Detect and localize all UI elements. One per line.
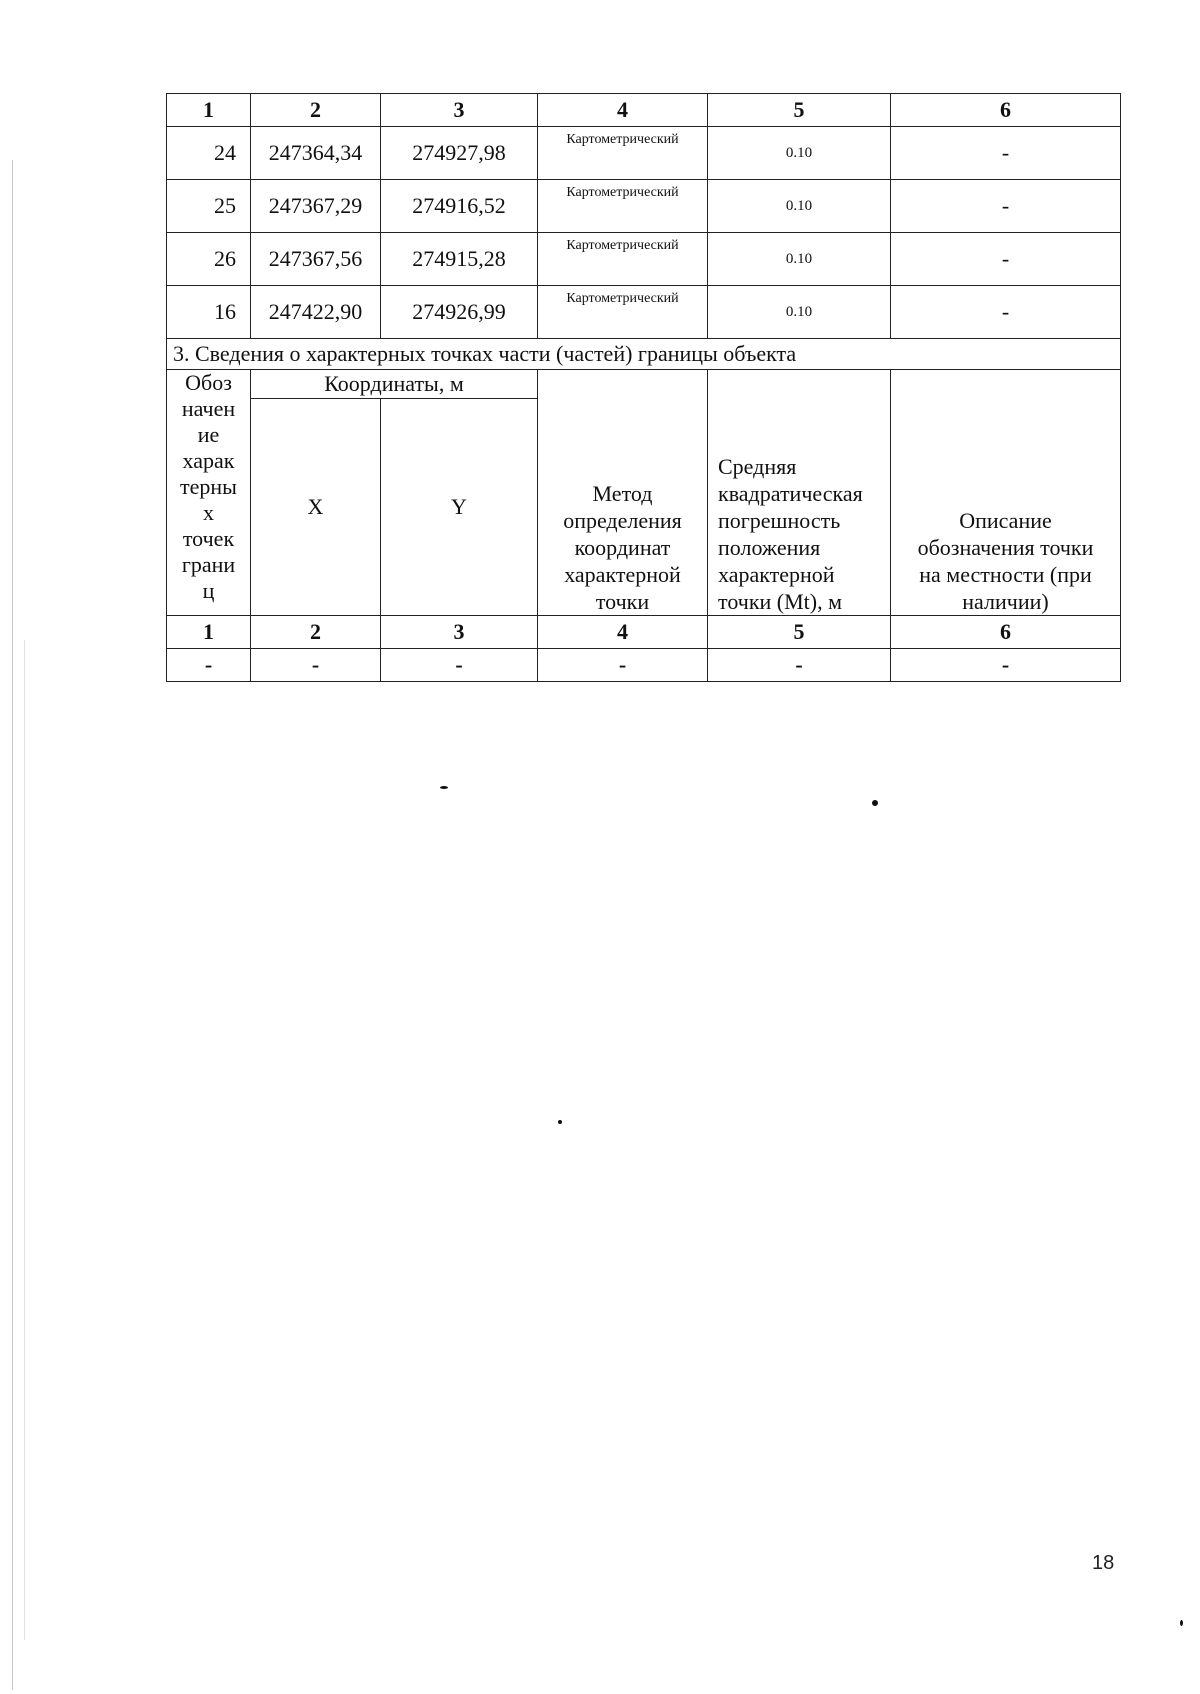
header-line: харак [182, 448, 235, 473]
col-number: 6 [891, 94, 1121, 127]
header-line: терны [180, 474, 237, 499]
col-number: 1 [167, 94, 251, 127]
description-value: - [891, 180, 1121, 233]
col-number: 4 [538, 616, 708, 649]
page-number: 18 [1092, 1552, 1115, 1574]
x-header: X [251, 399, 381, 616]
header-line: определения [563, 508, 682, 533]
header-line: точек [182, 526, 235, 551]
scan-speck [558, 1120, 562, 1124]
y-value: 274926,99 [381, 286, 538, 339]
point-id: 26 [167, 233, 251, 286]
empty-value: - [167, 649, 251, 682]
empty-value: - [708, 649, 891, 682]
error-value: 0.10 [708, 127, 891, 180]
col-number: 2 [251, 94, 381, 127]
header-line: Средняя [718, 454, 797, 479]
header-line: Обоз [185, 370, 232, 395]
col-number: 5 [708, 94, 891, 127]
header-line: характерной [564, 562, 681, 587]
section-title: 3. Сведения о характерных точках части (частей) границы объекта [167, 339, 1121, 370]
col-number: 3 [381, 94, 538, 127]
col-number: 6 [891, 616, 1121, 649]
x-value: 247364,34 [251, 127, 381, 180]
description-value: - [891, 286, 1121, 339]
col-number: 5 [708, 616, 891, 649]
scan-speck [872, 800, 878, 806]
y-value: 274915,28 [381, 233, 538, 286]
method-value: Картометрический [538, 286, 708, 339]
table-row [167, 286, 1121, 339]
scan-edge-line-faint [24, 640, 25, 1640]
header-line: точки [595, 589, 650, 614]
header-line: наличии) [962, 589, 1049, 614]
table-row [167, 127, 1121, 180]
table-row [167, 180, 1121, 233]
x-value: 247422,90 [251, 286, 381, 339]
y-value: 274916,52 [381, 180, 538, 233]
description-header [891, 370, 1121, 616]
scan-speck [440, 786, 448, 789]
column-number-row [167, 616, 1121, 649]
y-header: Y [381, 399, 538, 616]
x-value: 247367,29 [251, 180, 381, 233]
header-line: обозначения точки [917, 535, 1094, 560]
point-id: 16 [167, 286, 251, 339]
x-value: 247367,56 [251, 233, 381, 286]
error-value: 0.10 [708, 180, 891, 233]
coordinates-header: Координаты, м [251, 370, 538, 399]
error-value: 0.10 [708, 233, 891, 286]
header-line: х [203, 500, 214, 525]
header-line: координат [574, 535, 671, 560]
header-line: начен [181, 396, 236, 421]
header-line: Метод [592, 481, 653, 506]
method-value: Картометрический [538, 233, 708, 286]
error-header [708, 370, 891, 616]
point-id: 25 [167, 180, 251, 233]
description-value: - [891, 233, 1121, 286]
header-line: характерной [718, 562, 835, 587]
table-row [167, 649, 1121, 682]
header-line: на местности (при [919, 562, 1092, 587]
point-designation-header [167, 370, 251, 616]
header-line: положения [718, 535, 821, 560]
method-value: Картометрический [538, 127, 708, 180]
scan-speck [1180, 1620, 1183, 1626]
header-line: ц [202, 578, 215, 603]
col-number: 3 [381, 616, 538, 649]
coordinates-table [166, 93, 1121, 682]
header-line: ие [197, 422, 220, 447]
header-line: погрешность [718, 508, 841, 533]
empty-value: - [891, 649, 1121, 682]
header-line: квадратическая [718, 481, 863, 506]
empty-value: - [381, 649, 538, 682]
table-row [167, 233, 1121, 286]
col-number: 2 [251, 616, 381, 649]
description-value: - [891, 127, 1121, 180]
method-header [538, 370, 708, 616]
y-value: 274927,98 [381, 127, 538, 180]
col-number: 4 [538, 94, 708, 127]
point-id: 24 [167, 127, 251, 180]
empty-value: - [538, 649, 708, 682]
section-title-row [167, 339, 1121, 370]
column-number-row [167, 94, 1121, 127]
empty-value: - [251, 649, 381, 682]
method-value: Картометрический [538, 180, 708, 233]
header-line: грани [181, 552, 236, 577]
col-number: 1 [167, 616, 251, 649]
error-value: 0.10 [708, 286, 891, 339]
section-header-row [167, 370, 1121, 399]
header-line: Описание [959, 508, 1052, 533]
header-line: точки (Mt), м [718, 589, 843, 614]
scan-edge-line [12, 160, 13, 1690]
